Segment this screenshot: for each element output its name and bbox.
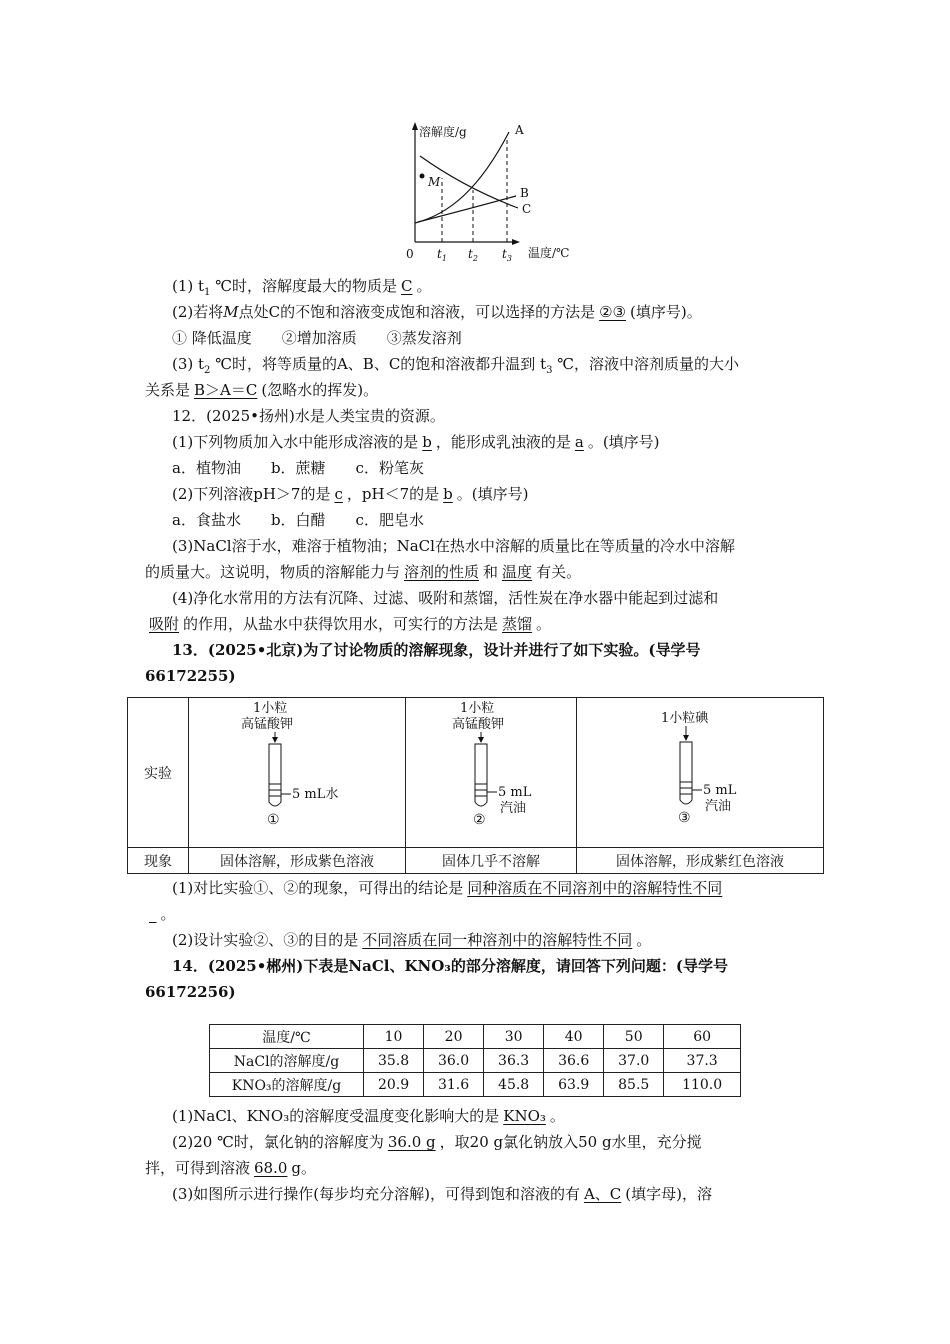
q12-options1: a．植物油 b．蔗糖 c．粉笔灰 xyxy=(172,459,424,477)
table-cell: 36.3 xyxy=(484,1049,544,1073)
q12-part2: (2)下列溶液pH＞7的是 c ，pH＜7的是 b 。(填序号) xyxy=(172,485,529,503)
answer: 蒸馏 xyxy=(502,615,533,633)
exp3-label-solvent: 汽油 xyxy=(705,799,732,814)
header-cell: 30 xyxy=(484,1025,544,1049)
table-cell: 20.9 xyxy=(364,1073,424,1097)
answer-underline xyxy=(145,905,161,923)
row-header: KNO₃的溶解度/g xyxy=(210,1073,364,1097)
exp1-label-side: 5 mL水 xyxy=(292,787,339,802)
header-cell: 20 xyxy=(424,1025,484,1049)
answer: 68.0 xyxy=(254,1159,288,1177)
q14-part3: (3)如图所示进行操作(每步均充分溶解)，可得到饱和溶液的有 A、C (填字母)，溶 xyxy=(172,1185,712,1203)
q13-part1-cont: 。 xyxy=(145,904,176,924)
answer: B＞A＝C xyxy=(194,381,258,399)
q11-part2: (2)若将M点处C的不饱和溶液变成饱和溶液，可以选择的方法是 ②③ (填序号)。 xyxy=(172,303,702,321)
exp2-label-top: 1小粒 xyxy=(460,701,495,716)
q12-part4: (4)净化水常用的方法有沉降、过滤、吸附和蒸馏，活性炭在净水器中能起到过滤和 xyxy=(172,589,719,607)
experiment-1 xyxy=(189,698,406,848)
experiment-3 xyxy=(577,698,824,848)
answer: 吸附 xyxy=(149,615,180,633)
exp3-label-side: 5 mL xyxy=(703,783,737,798)
header-cell: 60 xyxy=(664,1025,741,1049)
tick-t3: $t_3$ xyxy=(502,247,512,263)
q12-options2: a．食盐水 b．白醋 c．肥皂水 xyxy=(172,511,424,529)
q13-heading-cont: 66172255) xyxy=(145,667,236,685)
table-cell: 35.8 xyxy=(364,1049,424,1073)
table-cell: 36.0 xyxy=(424,1049,484,1073)
table-cell: 37.3 xyxy=(664,1049,741,1073)
exp1-arrowhead xyxy=(272,737,278,743)
answer: 不同溶质在同一种溶剂中的溶解特性不同 xyxy=(362,931,633,949)
q13-part1: (1)对比实验①、②的现象，可得出的结论是 同种溶质在不同溶剂中的溶解特性不同 xyxy=(172,878,726,898)
exp2-number: ② xyxy=(473,812,486,828)
table-cell: 85.5 xyxy=(604,1073,664,1097)
answer: a xyxy=(574,433,584,451)
q13-part2: (2)设计实验②、③的目的是 不同溶质在同一种溶剂中的溶解特性不同 。 xyxy=(172,931,652,949)
answer: 温度 xyxy=(502,563,533,581)
curve-A-label: A xyxy=(515,123,524,137)
row-label-experiment: 实验 xyxy=(128,698,189,848)
y-axis-label: 溶解度/g xyxy=(419,125,467,139)
header-cell: 50 xyxy=(604,1025,664,1049)
x-axis-label: 温度/℃ xyxy=(528,246,570,260)
table-cell: 110.0 xyxy=(664,1073,741,1097)
point-M xyxy=(420,174,425,179)
exp2-label-substance: 高锰酸钾 xyxy=(452,717,505,732)
q11-part3: (3) $t_2$ ℃时，将等质量的A、B、C的饱和溶液都升温到 $t_3$ ℃，溶液中溶剂质量的大小 xyxy=(172,355,740,376)
header-cell: 40 xyxy=(544,1025,604,1049)
origin-label: 0 xyxy=(406,247,414,261)
exp2-label-side: 5 mL xyxy=(498,785,532,800)
q12-part4-cont: 吸附 的作用，从盐水中获得饮用水，可实行的方法是 蒸馏 。 xyxy=(145,614,551,634)
row-label-phenomenon: 现象 xyxy=(128,848,189,874)
exp1-label-top: 1小粒 xyxy=(253,701,288,716)
curve-C-label: C xyxy=(522,202,532,216)
table-cell: 45.8 xyxy=(484,1073,544,1097)
q13-heading: 13．(2025•北京)为了讨论物质的溶解现象，设计并进行了如下实验。(导学号 xyxy=(172,641,701,659)
header-cell: 温度/℃ xyxy=(210,1025,364,1049)
point-M-label: M xyxy=(428,175,441,189)
table-cell: 36.6 xyxy=(544,1049,604,1073)
tick-t2: $t_2$ xyxy=(468,247,478,263)
q11-part3-cont: 关系是 B＞A＝C (忽略水的挥发)。 xyxy=(145,381,379,399)
answer: c xyxy=(334,485,343,503)
q12-part1: (1)下列物质加入水中能形成溶液的是 b ，能形成乳浊液的是 a 。(填序号) xyxy=(172,433,660,451)
table-row xyxy=(210,1049,741,1073)
q14-heading-cont: 66172256) xyxy=(145,983,236,1001)
phenomenon-1: 固体溶解，形成紫色溶液 xyxy=(189,848,406,874)
curve-B-label: B xyxy=(520,186,529,200)
q12-part3-cont: 的质量大。这说明，物质的溶解能力与 溶剂的性质 和 温度 有关。 xyxy=(145,563,582,581)
y-axis-arrow xyxy=(412,122,418,130)
q11-options: ① 降低温度 ②增加溶质 ③蒸发溶剂 xyxy=(172,329,462,347)
answer: b xyxy=(443,485,453,503)
answer: ②③ xyxy=(599,303,626,321)
curve-B xyxy=(418,196,516,222)
q14-part2-cont: 拌，可得到溶液 68.0 g。 xyxy=(145,1159,317,1177)
table-row xyxy=(210,1073,741,1097)
q14-part1: (1)NaCl、KNO₃的溶解度受温度变化影响大的是 KNO₃ 。 xyxy=(172,1107,565,1125)
row-header: NaCl的溶解度/g xyxy=(210,1049,364,1073)
q13-experiment-table xyxy=(127,697,824,874)
exp1-number: ① xyxy=(267,812,280,828)
q11-part1: (1) $t_1$ ℃时，溶解度最大的物质是 C 。 xyxy=(172,277,432,298)
solubility-chart xyxy=(370,118,570,268)
exp2-test-tube xyxy=(475,744,487,806)
q12-part3: (3)NaCl溶于水，难溶于植物油；NaCl在热水中溶解的质量比在等质量的冷水中溶解 xyxy=(172,537,735,555)
q12-heading: 12．(2025•扬州)水是人类宝贵的资源。 xyxy=(172,407,445,425)
exp2-arrowhead xyxy=(478,737,484,743)
exp3-number: ③ xyxy=(678,810,691,826)
x-axis-arrow xyxy=(512,239,520,245)
table-cell: 63.9 xyxy=(544,1073,604,1097)
q14-part2: (2)20 ℃时，氯化钠的溶解度为 36.0 g ，取20 g氯化钠放入50 g水里，充分搅 xyxy=(172,1133,702,1151)
q14-heading: 14．(2025•郴州)下表是NaCl、KNO₃的部分溶解度，请回答下列问题：(导学号 xyxy=(172,957,728,975)
q14-solubility-table xyxy=(209,1024,741,1097)
exp3-arrowhead xyxy=(683,735,689,741)
exp3-label-top: 1小粒碘 xyxy=(661,711,709,726)
table-cell: 37.0 xyxy=(604,1049,664,1073)
tick-t1: $t_1$ xyxy=(437,247,447,263)
answer: A、C xyxy=(583,1185,622,1203)
answer: C xyxy=(400,277,413,295)
experiment-2 xyxy=(406,698,577,848)
table-cell: 31.6 xyxy=(424,1073,484,1097)
answer: KNO₃ xyxy=(503,1107,546,1125)
phenomenon-2: 固体几乎不溶解 xyxy=(406,848,577,874)
exp1-label-substance: 高锰酸钾 xyxy=(241,717,294,732)
exp2-label-solvent: 汽油 xyxy=(500,801,527,816)
answer: 同种溶质在不同溶剂中的溶解特性不同 xyxy=(467,879,723,897)
phenomenon-3: 固体溶解，形成紫红色溶液 xyxy=(577,848,824,874)
answer: 溶剂的性质 xyxy=(404,563,480,581)
answer: b xyxy=(422,433,432,451)
exp3-test-tube xyxy=(680,742,692,804)
answer: 36.0 g xyxy=(387,1133,436,1151)
exp1-test-tube xyxy=(269,744,281,806)
header-cell: 10 xyxy=(364,1025,424,1049)
